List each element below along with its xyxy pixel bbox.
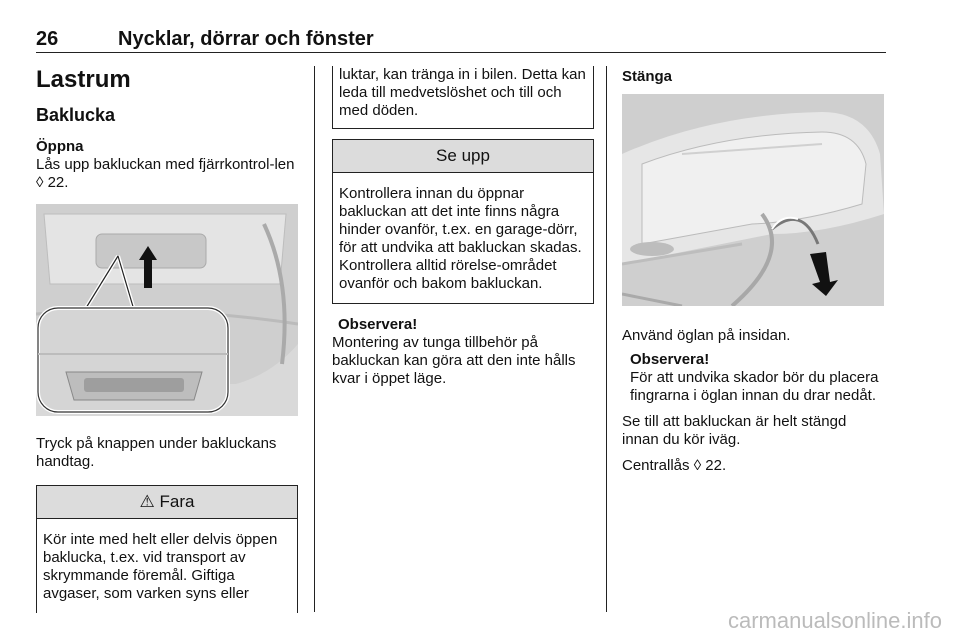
note-heading: Observera! bbox=[338, 316, 418, 333]
section-title: Lastrum bbox=[36, 66, 131, 93]
tailgate-close-illustration bbox=[622, 94, 884, 306]
note-text: För att undvika skador bör du placera fingrarna i öglan innan du drar nedåt. bbox=[630, 369, 879, 404]
note-heading: Observera! bbox=[630, 351, 710, 368]
figure-caption: Tryck på knappen under bakluckans handtag. bbox=[36, 435, 277, 470]
close-heading: Stänga bbox=[622, 68, 673, 85]
subsection-title: Baklucka bbox=[36, 105, 116, 125]
note-text: Montering av tunga tillbehör på bakluckan kan göra att den inte hålls kvar i öppet läge. bbox=[332, 334, 576, 387]
page-number: 26 bbox=[36, 28, 59, 50]
note-block bbox=[622, 351, 884, 405]
column-1 bbox=[36, 66, 298, 613]
warning-icon: ⚠ bbox=[139, 492, 155, 511]
open-text: Lås upp bakluckan med fjärrkontrol-len ◊ 22. bbox=[36, 156, 295, 191]
cross-reference: Centrallås ◊ 22. bbox=[622, 457, 727, 474]
column-3 bbox=[622, 66, 884, 475]
column-2 bbox=[332, 66, 594, 388]
column-divider bbox=[606, 66, 607, 612]
caution-box bbox=[332, 139, 594, 304]
caution-text: Kontrollera innan du öppnar bakluckan att det inte finns några hinder ovanför, t.ex. en garage-dörr, för att undvika att bakluckan skadas. Kontrollera alltid rörelse-området ovanför och bakom bakluckan. bbox=[339, 185, 582, 292]
tailgate-button-illustration bbox=[36, 204, 298, 416]
open-heading: Öppna bbox=[36, 138, 84, 155]
warning-text: Kör inte med helt eller delvis öppen baklucka, t.ex. vid transport av skrymmande föremål. Giftiga avgaser, som varken syns eller bbox=[43, 531, 278, 602]
warning-box-continued bbox=[332, 66, 594, 129]
page-header bbox=[36, 26, 886, 53]
warning-box bbox=[36, 485, 298, 613]
warning-title: ⚠ Fara bbox=[37, 486, 297, 519]
warning-text-continued: luktar, kan tränga in i bilen. Detta kan leda till medvetslöshet och till och med döden. bbox=[339, 66, 586, 119]
chapter-title: Nycklar, dörrar och fönster bbox=[118, 28, 374, 50]
paragraph: Se till att bakluckan är helt stängd innan du kör iväg. bbox=[622, 413, 847, 448]
figure-caption: Använd öglan på insidan. bbox=[622, 327, 791, 344]
watermark: carmanualsonline.info bbox=[727, 608, 942, 633]
column-divider bbox=[314, 66, 315, 612]
caution-title: Se upp bbox=[333, 140, 593, 173]
